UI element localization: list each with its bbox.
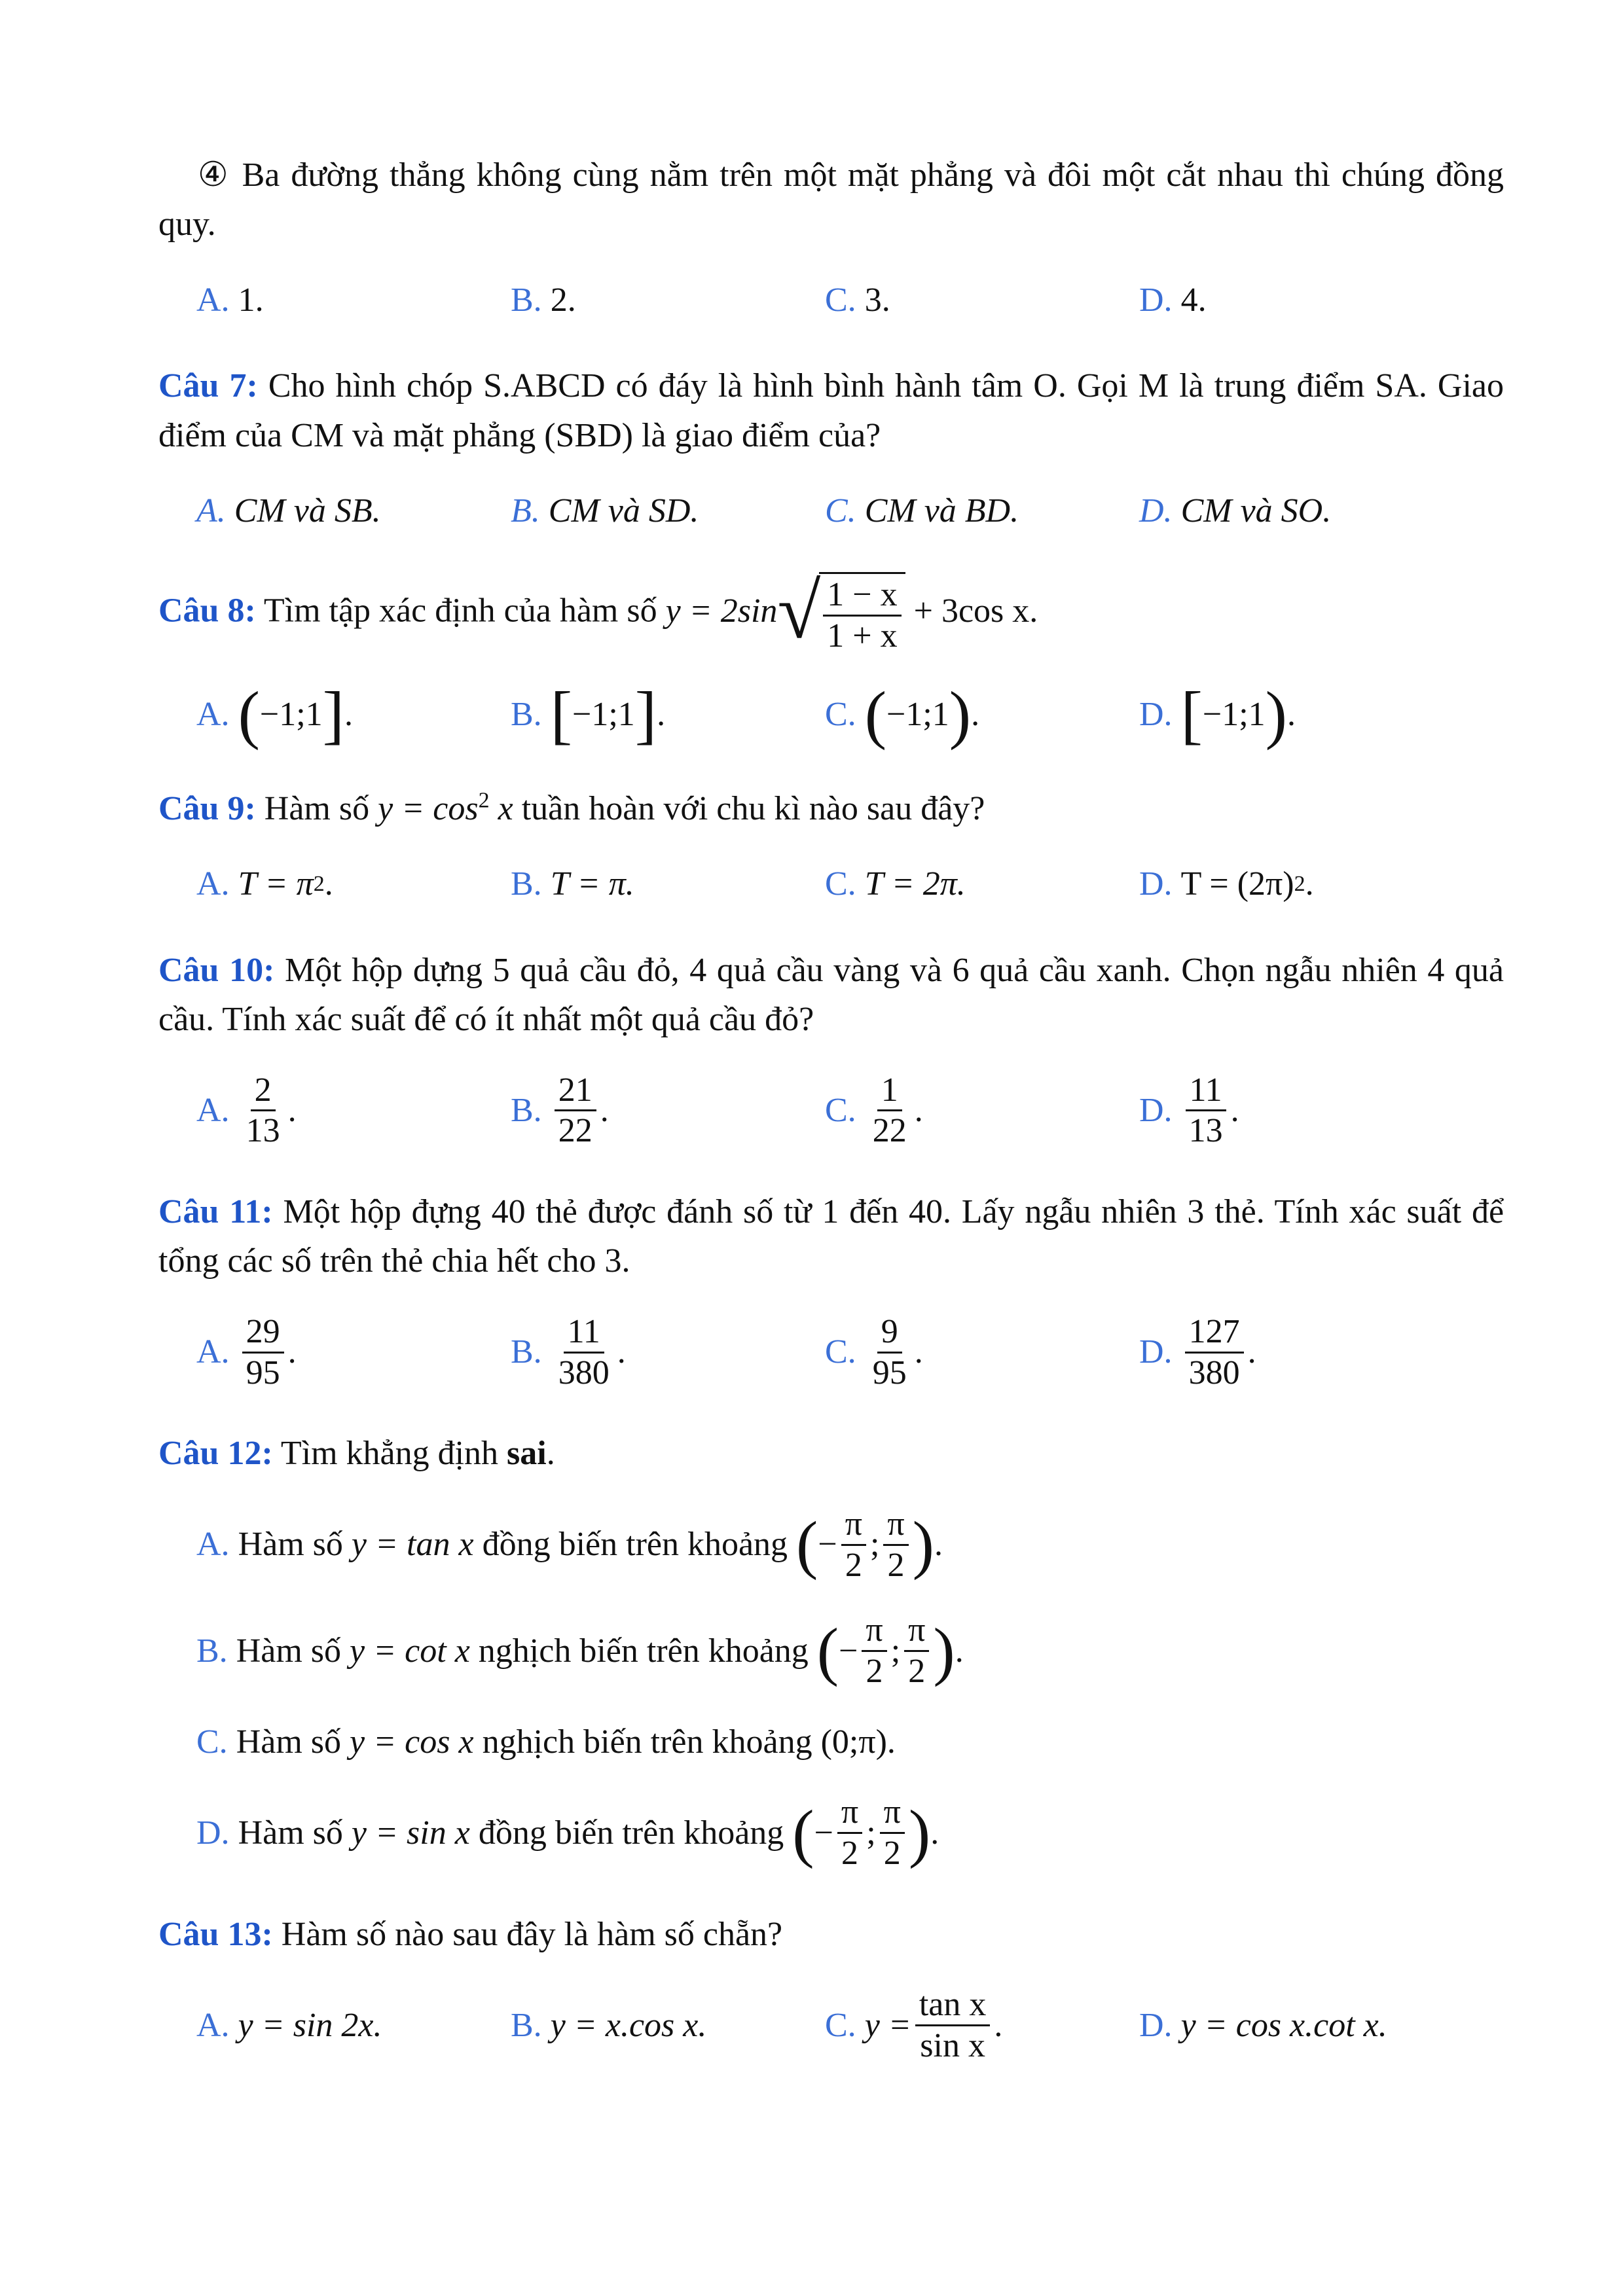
options-item4 (196, 276, 1504, 325)
option-c[interactable] (825, 276, 1139, 325)
option-d[interactable]: D. $\frac{11}{13}$ . (1139, 1071, 1239, 1150)
formula: y = 2sin √ $\frac{1 - x}{1 + x}$ + 3cos x. (665, 567, 1038, 655)
question-8 (158, 567, 1504, 656)
question-text: Cho hình chóp S.ABCD có đáy là hình bình hành tâm O. Gọi M là trung điểm SA. Giao điểm của CM và mặt phẳng (SBD) là giao điểm của? (158, 367, 1504, 454)
option-value: 1. (238, 281, 264, 319)
option-a[interactable]: A. y = sin 2x. (196, 2007, 382, 2045)
sqrt: √ $\frac{1 - x}{1 + x}$ (777, 572, 905, 656)
option-letter: A. (196, 281, 230, 319)
option-c[interactable]: C. y = $\frac{\text{tan x}}{\text{sin x}}$ . (825, 1986, 1003, 2065)
question-9: Câu 9: Hàm số $y = \cos^2 x$ tuần hoàn với chu kì nào sau đây? (158, 788, 985, 827)
option-d[interactable]: D. $\frac{127}{380}$ . (1139, 1312, 1256, 1391)
options-q13 (196, 1985, 1504, 2066)
question-11 (158, 1187, 1504, 1286)
option-a[interactable]: A. T = π 2 . (196, 865, 333, 903)
question-text: Một hộp đựng 40 thẻ được đánh số từ 1 đến 40. Lấy ngẫu nhiên 3 thẻ. Tính xác suất để tổng các số trên thẻ chia hết cho 3. (158, 1193, 1504, 1280)
question-label: Câu 13: (158, 1916, 273, 1954)
option-b[interactable]: B. y = x.cos x. (511, 2007, 707, 2045)
option-value: CM và BD. (864, 492, 1019, 529)
option-a[interactable]: A. $\frac{29}{95}$ . (196, 1312, 297, 1391)
question-label: Câu 12: (158, 1435, 273, 1473)
question-text: Một hộp dựng 5 quả cầu đỏ, 4 quả cầu vàng và 6 quả cầu xanh. Chọn ngẫu nhiên 4 quả cầu. Tính xác suất để có ít nhất một quả cầu đỏ? (158, 951, 1504, 1039)
option-a[interactable]: A. $\frac{2}{13}$ . (196, 1071, 297, 1150)
option-d[interactable]: D. T = (2π) 2 . (1139, 865, 1314, 903)
option-c[interactable]: C. Hàm số y = cos x nghịch biến trên khoảng (0;π). (196, 1723, 896, 1761)
option-b[interactable]: B. $\frac{11}{380}$ . (511, 1312, 626, 1391)
question-label: Câu 8: (158, 592, 256, 630)
question-label: Câu 11: (158, 1193, 273, 1231)
option-d[interactable] (1139, 486, 1453, 535)
options-q10 (196, 1071, 1504, 1151)
question-text: Tìm tập xác định của hàm số (263, 592, 657, 630)
option-letter: C. (825, 492, 856, 529)
option-value: CM và SB. (234, 492, 381, 529)
option-b[interactable]: B. Hàm số y = cot x nghịch biến trên khoảng ( − $\frac{\pi}{2}$ ; $\frac{\pi}{2}$ ) . (196, 1611, 964, 1691)
question-7 (158, 361, 1504, 460)
options-q8 (196, 677, 1504, 751)
option-b[interactable]: B. T = π. (511, 865, 634, 903)
option-d[interactable]: D. y = cos x.cot x. (1139, 2007, 1387, 2045)
option-letter: D. (1139, 281, 1173, 319)
option-b[interactable] (511, 276, 825, 325)
option-value: CM và SO. (1180, 492, 1332, 529)
question-12: Câu 12: Tìm khẳng định sai. (158, 1435, 555, 1473)
option-a[interactable] (196, 276, 511, 325)
option-b[interactable]: B. [ −1;1 ] . (511, 677, 666, 751)
question-13 (158, 1910, 1504, 1959)
option-c[interactable] (825, 486, 1139, 535)
option-letter: A. (196, 492, 226, 529)
formula: $y = \cos^2 x$ (378, 788, 513, 827)
option-letter: D. (1139, 492, 1173, 529)
option-c[interactable]: C. T = 2π. (825, 865, 966, 903)
option-letter: B. (511, 281, 542, 319)
option-a[interactable]: A. Hàm số y = tan x đồng biến trên khoảng ( − $\frac{\pi}{2}$ ; $\frac{\pi}{2}$ ) . (196, 1505, 943, 1584)
statement-4: ④ Ba đường thẳng không cùng nằm trên một mặt phẳng và đôi một cắt nhau thì chúng đồng quy. (158, 156, 1504, 243)
option-a[interactable] (196, 486, 511, 535)
option-c[interactable]: C. ( −1;1 ) . (825, 677, 980, 751)
question-label: Câu 9: (158, 789, 256, 827)
option-d[interactable]: D. Hàm số y = sin x đồng biến trên khoảng ( − $\frac{\pi}{2}$ ; $\frac{\pi}{2}$ ) . (196, 1793, 939, 1873)
option-a[interactable]: A. ( −1;1 ] . (196, 677, 353, 751)
options-q7 (196, 486, 1504, 535)
question-label: Câu 10: (158, 951, 275, 989)
option-value: CM và SD. (548, 492, 699, 529)
question-label: Câu 7: (158, 367, 258, 405)
option-d[interactable]: D. [ −1;1 ) . (1139, 677, 1296, 751)
option-c[interactable]: C. $\frac{9}{95}$ . (825, 1312, 923, 1391)
option-c[interactable]: C. $\frac{1}{22}$ . (825, 1071, 923, 1150)
exam-page (158, 151, 1504, 2066)
option-value: 3. (864, 281, 890, 319)
question-text: Hàm số nào sau đây là hàm số chẵn? (281, 1916, 783, 1954)
options-q9 (196, 859, 1504, 908)
option-b[interactable]: B. $\frac{21}{22}$ . (511, 1071, 609, 1150)
option-letter: B. (511, 492, 540, 529)
option-letter: C. (825, 281, 856, 319)
option-d[interactable] (1139, 276, 1453, 325)
option-value: 4. (1180, 281, 1207, 319)
option-value: 2. (550, 281, 576, 319)
options-q11 (196, 1312, 1504, 1393)
question-10 (158, 946, 1504, 1045)
option-b[interactable] (511, 486, 825, 535)
